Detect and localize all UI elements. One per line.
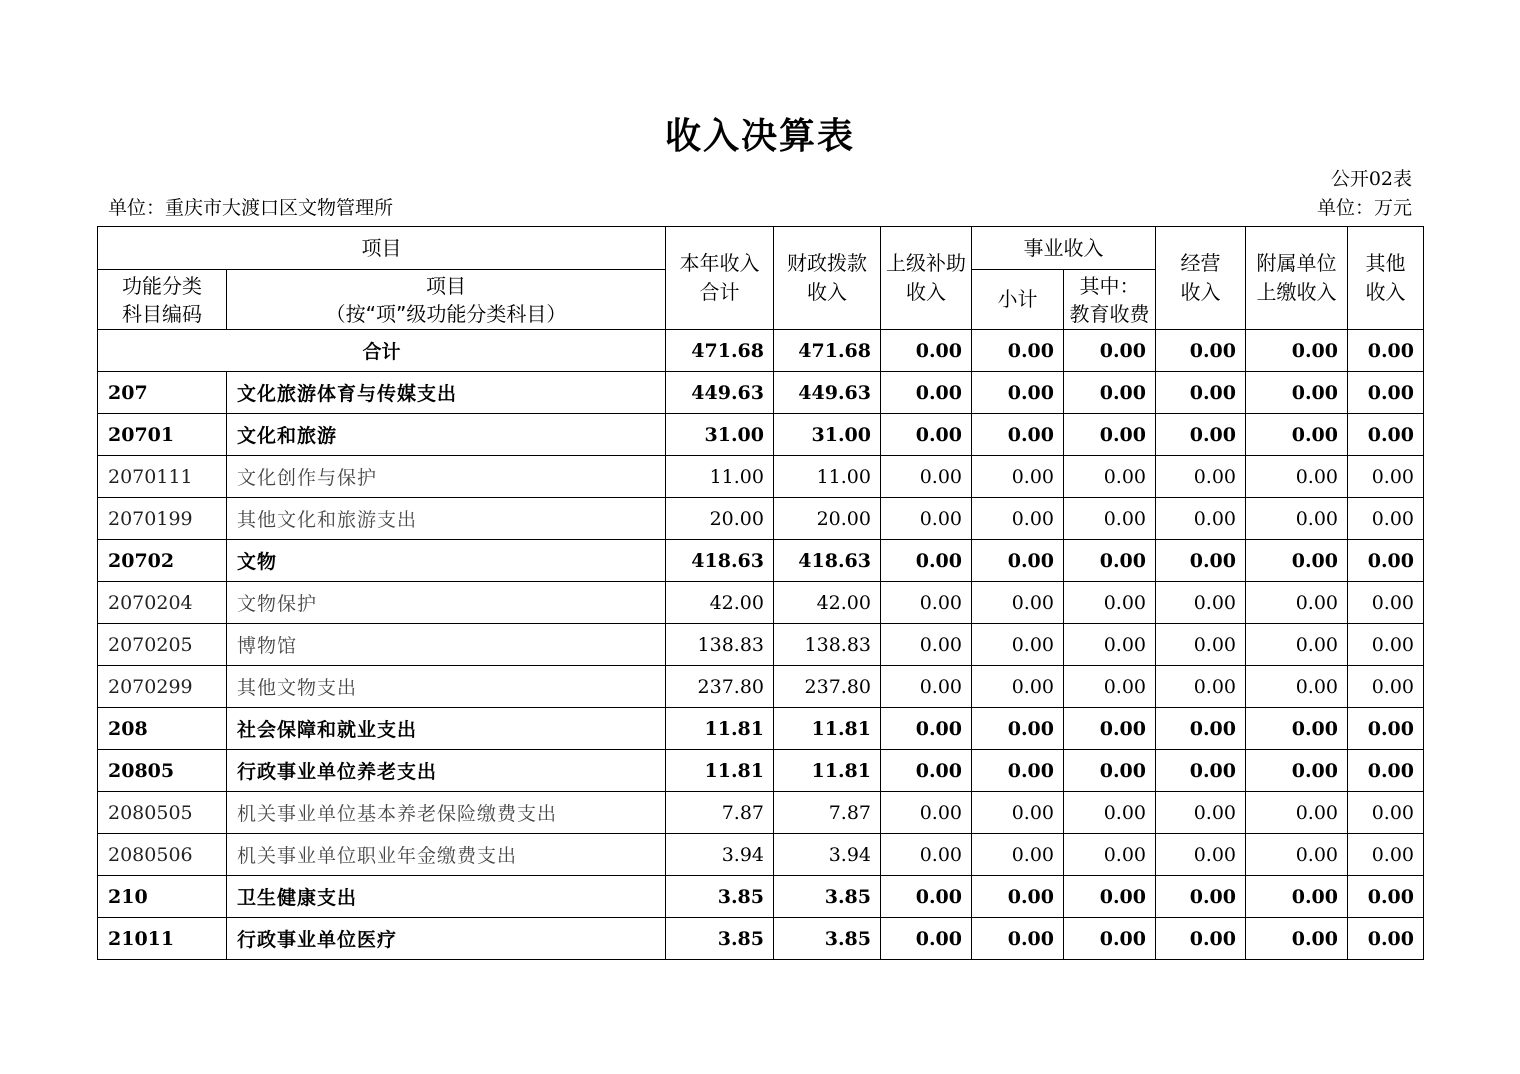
row-value: 0.00 (881, 792, 972, 834)
row-code: 2080505 (98, 792, 227, 834)
total-label: 合计 (98, 330, 666, 372)
row-code: 2070199 (98, 498, 227, 540)
row-value: 7.87 (774, 792, 881, 834)
table-row (98, 372, 1424, 414)
row-name: 文化旅游体育与传媒支出 (227, 372, 666, 414)
row-value: 449.63 (774, 372, 881, 414)
row-value: 0.00 (1348, 876, 1424, 918)
header-item-name (227, 270, 666, 330)
row-value: 0.00 (1348, 540, 1424, 582)
table-row (98, 456, 1424, 498)
page-title: 收入决算表 (664, 116, 855, 157)
row-value: 0.00 (881, 540, 972, 582)
row-name: 博物馆 (227, 624, 666, 666)
row-value: 0.00 (972, 582, 1064, 624)
row-value: 11.81 (774, 708, 881, 750)
row-value: 0.00 (1064, 876, 1156, 918)
row-value: 0.00 (881, 918, 972, 960)
row-code: 20805 (98, 750, 227, 792)
row-value: 0.00 (1064, 624, 1156, 666)
table-row (98, 918, 1424, 960)
header-affiliated-line2: 上缴收入 (1256, 280, 1337, 304)
table-row (98, 666, 1424, 708)
total-value: 0.00 (1348, 330, 1424, 372)
row-value: 0.00 (1064, 372, 1156, 414)
table-row (98, 540, 1424, 582)
row-value: 11.00 (774, 456, 881, 498)
row-value: 0.00 (972, 456, 1064, 498)
table-row (98, 498, 1424, 540)
row-value: 0.00 (1156, 624, 1246, 666)
row-value: 0.00 (881, 582, 972, 624)
row-value: 0.00 (1246, 750, 1348, 792)
row-value: 20.00 (774, 498, 881, 540)
row-value: 0.00 (881, 750, 972, 792)
row-value: 0.00 (881, 498, 972, 540)
row-name: 文物 (227, 540, 666, 582)
row-value: 0.00 (881, 456, 972, 498)
row-value: 0.00 (1348, 792, 1424, 834)
table-header (98, 227, 1424, 330)
header-operating (1156, 227, 1246, 330)
row-code: 20701 (98, 414, 227, 456)
row-value: 0.00 (1348, 708, 1424, 750)
table-row (98, 582, 1424, 624)
total-value: 0.00 (1246, 330, 1348, 372)
row-value: 0.00 (1064, 456, 1156, 498)
header-business: 事业收入 (972, 227, 1156, 270)
header-superior (881, 227, 972, 330)
row-value: 0.00 (1064, 414, 1156, 456)
row-code: 207 (98, 372, 227, 414)
header-fiscal-line1: 财政拨款 (787, 251, 867, 275)
row-value: 0.00 (972, 708, 1064, 750)
table-row (98, 414, 1424, 456)
row-value: 42.00 (774, 582, 881, 624)
row-value: 138.83 (774, 624, 881, 666)
header-edu (1064, 270, 1156, 330)
header-func-code-line2: 科目编码 (122, 301, 202, 326)
total-value: 471.68 (774, 330, 881, 372)
row-value: 0.00 (1348, 624, 1424, 666)
table-row (98, 750, 1424, 792)
row-code: 2070299 (98, 666, 227, 708)
row-value: 0.00 (1064, 834, 1156, 876)
row-value: 418.63 (774, 540, 881, 582)
row-value: 0.00 (972, 540, 1064, 582)
header-other (1348, 227, 1424, 330)
row-value: 0.00 (1064, 582, 1156, 624)
row-value: 0.00 (1156, 708, 1246, 750)
row-name: 机关事业单位基本养老保险缴费支出 (227, 792, 666, 834)
row-value: 0.00 (1246, 624, 1348, 666)
row-value: 0.00 (1156, 414, 1246, 456)
row-value: 0.00 (881, 708, 972, 750)
row-code: 2080506 (98, 834, 227, 876)
row-value: 0.00 (972, 498, 1064, 540)
currency-unit: 单位：万元 (1316, 197, 1412, 219)
header-affiliated (1246, 227, 1348, 330)
row-value: 449.63 (666, 372, 774, 414)
row-value: 0.00 (1246, 456, 1348, 498)
total-value: 0.00 (1156, 330, 1246, 372)
row-value: 0.00 (1156, 792, 1246, 834)
row-value: 0.00 (1348, 456, 1424, 498)
header-total-line2: 合计 (699, 280, 740, 304)
row-value: 0.00 (972, 624, 1064, 666)
row-value: 31.00 (774, 414, 881, 456)
row-value: 0.00 (1156, 456, 1246, 498)
row-name: 其他文物支出 (227, 666, 666, 708)
row-value: 0.00 (881, 414, 972, 456)
row-value: 138.83 (666, 624, 774, 666)
header-fiscal-line2: 收入 (807, 280, 847, 304)
row-value: 0.00 (1246, 372, 1348, 414)
row-value: 0.00 (1246, 498, 1348, 540)
row-code: 2070111 (98, 456, 227, 498)
row-value: 0.00 (1156, 666, 1246, 708)
header-edu-line1: 其中： (1079, 273, 1140, 298)
row-value: 0.00 (1064, 708, 1156, 750)
total-value: 0.00 (972, 330, 1064, 372)
total-value: 0.00 (1064, 330, 1156, 372)
row-value: 20.00 (666, 498, 774, 540)
row-value: 0.00 (972, 750, 1064, 792)
header-func-code (98, 270, 227, 330)
row-code: 2070204 (98, 582, 227, 624)
row-value: 237.80 (666, 666, 774, 708)
row-code: 2070205 (98, 624, 227, 666)
row-value: 0.00 (1064, 792, 1156, 834)
table-row (98, 624, 1424, 666)
row-value: 7.87 (666, 792, 774, 834)
row-value: 0.00 (1156, 498, 1246, 540)
row-value: 0.00 (1246, 540, 1348, 582)
row-name: 其他文化和旅游支出 (227, 498, 666, 540)
header-fiscal (774, 227, 881, 330)
table-row (98, 876, 1424, 918)
row-value: 237.80 (774, 666, 881, 708)
row-value: 0.00 (1064, 498, 1156, 540)
row-code: 21011 (98, 918, 227, 960)
row-value: 0.00 (1064, 540, 1156, 582)
row-value: 0.00 (972, 666, 1064, 708)
row-name: 卫生健康支出 (227, 876, 666, 918)
row-value: 0.00 (1064, 750, 1156, 792)
row-value: 0.00 (1156, 876, 1246, 918)
table-row (98, 708, 1424, 750)
row-value: 0.00 (1156, 372, 1246, 414)
header-affiliated-line1: 附属单位 (1256, 251, 1337, 275)
row-value: 0.00 (1246, 834, 1348, 876)
organization-unit: 单位：重庆市大渡口区文物管理所 (108, 197, 394, 219)
row-value: 0.00 (1348, 918, 1424, 960)
row-value: 0.00 (1246, 792, 1348, 834)
row-value: 11.81 (774, 750, 881, 792)
row-value: 0.00 (1348, 372, 1424, 414)
row-name: 行政事业单位养老支出 (227, 750, 666, 792)
row-value: 0.00 (1156, 918, 1246, 960)
row-value: 3.85 (774, 876, 881, 918)
row-name: 机关事业单位职业年金缴费支出 (227, 834, 666, 876)
header-superior-line1: 上级补助 (886, 251, 966, 275)
header-item-name-line1: 项目 (426, 273, 466, 298)
row-value: 0.00 (881, 624, 972, 666)
row-value: 0.00 (1064, 666, 1156, 708)
header-operating-line1: 经营 (1180, 251, 1221, 275)
row-value: 31.00 (666, 414, 774, 456)
row-value: 3.85 (666, 876, 774, 918)
row-value: 0.00 (1348, 498, 1424, 540)
row-value: 0.00 (1064, 918, 1156, 960)
total-value: 0.00 (881, 330, 972, 372)
row-value: 0.00 (1348, 666, 1424, 708)
row-value: 0.00 (972, 372, 1064, 414)
header-operating-line2: 收入 (1180, 280, 1221, 304)
row-value: 0.00 (1156, 582, 1246, 624)
header-item: 项目 (98, 227, 666, 270)
row-value: 3.94 (774, 834, 881, 876)
row-value: 3.85 (666, 918, 774, 960)
row-value: 0.00 (972, 918, 1064, 960)
row-value: 0.00 (1246, 414, 1348, 456)
row-code: 20702 (98, 540, 227, 582)
row-value: 0.00 (972, 876, 1064, 918)
row-name: 文化创作与保护 (227, 456, 666, 498)
row-value: 42.00 (666, 582, 774, 624)
table-row (98, 792, 1424, 834)
total-value: 471.68 (666, 330, 774, 372)
row-name: 文物保护 (227, 582, 666, 624)
total-row (98, 330, 1424, 372)
header-subtotal: 小计 (972, 270, 1064, 330)
header-other-line1: 其他 (1365, 251, 1406, 275)
row-code: 208 (98, 708, 227, 750)
table-body (98, 330, 1424, 960)
row-value: 3.94 (666, 834, 774, 876)
header-total-line1: 本年收入 (679, 251, 760, 275)
row-value: 0.00 (1246, 876, 1348, 918)
row-value: 0.00 (1348, 834, 1424, 876)
income-table (97, 226, 1424, 960)
table-row (98, 834, 1424, 876)
row-value: 3.85 (774, 918, 881, 960)
row-value: 0.00 (1348, 414, 1424, 456)
header-func-code-line1: 功能分类 (122, 273, 202, 298)
row-value: 0.00 (972, 792, 1064, 834)
row-value: 0.00 (881, 876, 972, 918)
header-edu-line2: 教育收费 (1069, 301, 1150, 326)
row-value: 0.00 (881, 372, 972, 414)
row-value: 0.00 (1246, 582, 1348, 624)
row-value: 0.00 (1156, 750, 1246, 792)
row-value: 0.00 (881, 834, 972, 876)
header-item-name-line2: （按“项”级功能分类科目） (325, 301, 567, 326)
row-value: 11.81 (666, 708, 774, 750)
row-value: 0.00 (972, 834, 1064, 876)
row-value: 0.00 (1246, 918, 1348, 960)
row-value: 11.00 (666, 456, 774, 498)
row-value: 0.00 (1156, 540, 1246, 582)
header-other-line2: 收入 (1365, 280, 1406, 304)
row-name: 行政事业单位医疗 (227, 918, 666, 960)
row-value: 0.00 (1156, 834, 1246, 876)
header-total (666, 227, 774, 330)
row-code: 210 (98, 876, 227, 918)
row-value: 0.00 (1348, 582, 1424, 624)
row-value: 0.00 (1246, 708, 1348, 750)
row-name: 社会保障和就业支出 (227, 708, 666, 750)
row-value: 0.00 (1246, 666, 1348, 708)
row-value: 0.00 (1348, 750, 1424, 792)
row-value: 0.00 (972, 414, 1064, 456)
row-name: 文化和旅游 (227, 414, 666, 456)
row-value: 418.63 (666, 540, 774, 582)
header-superior-line2: 收入 (906, 280, 946, 304)
row-value: 0.00 (881, 666, 972, 708)
row-value: 11.81 (666, 750, 774, 792)
form-number: 公开02表 (1330, 168, 1412, 190)
